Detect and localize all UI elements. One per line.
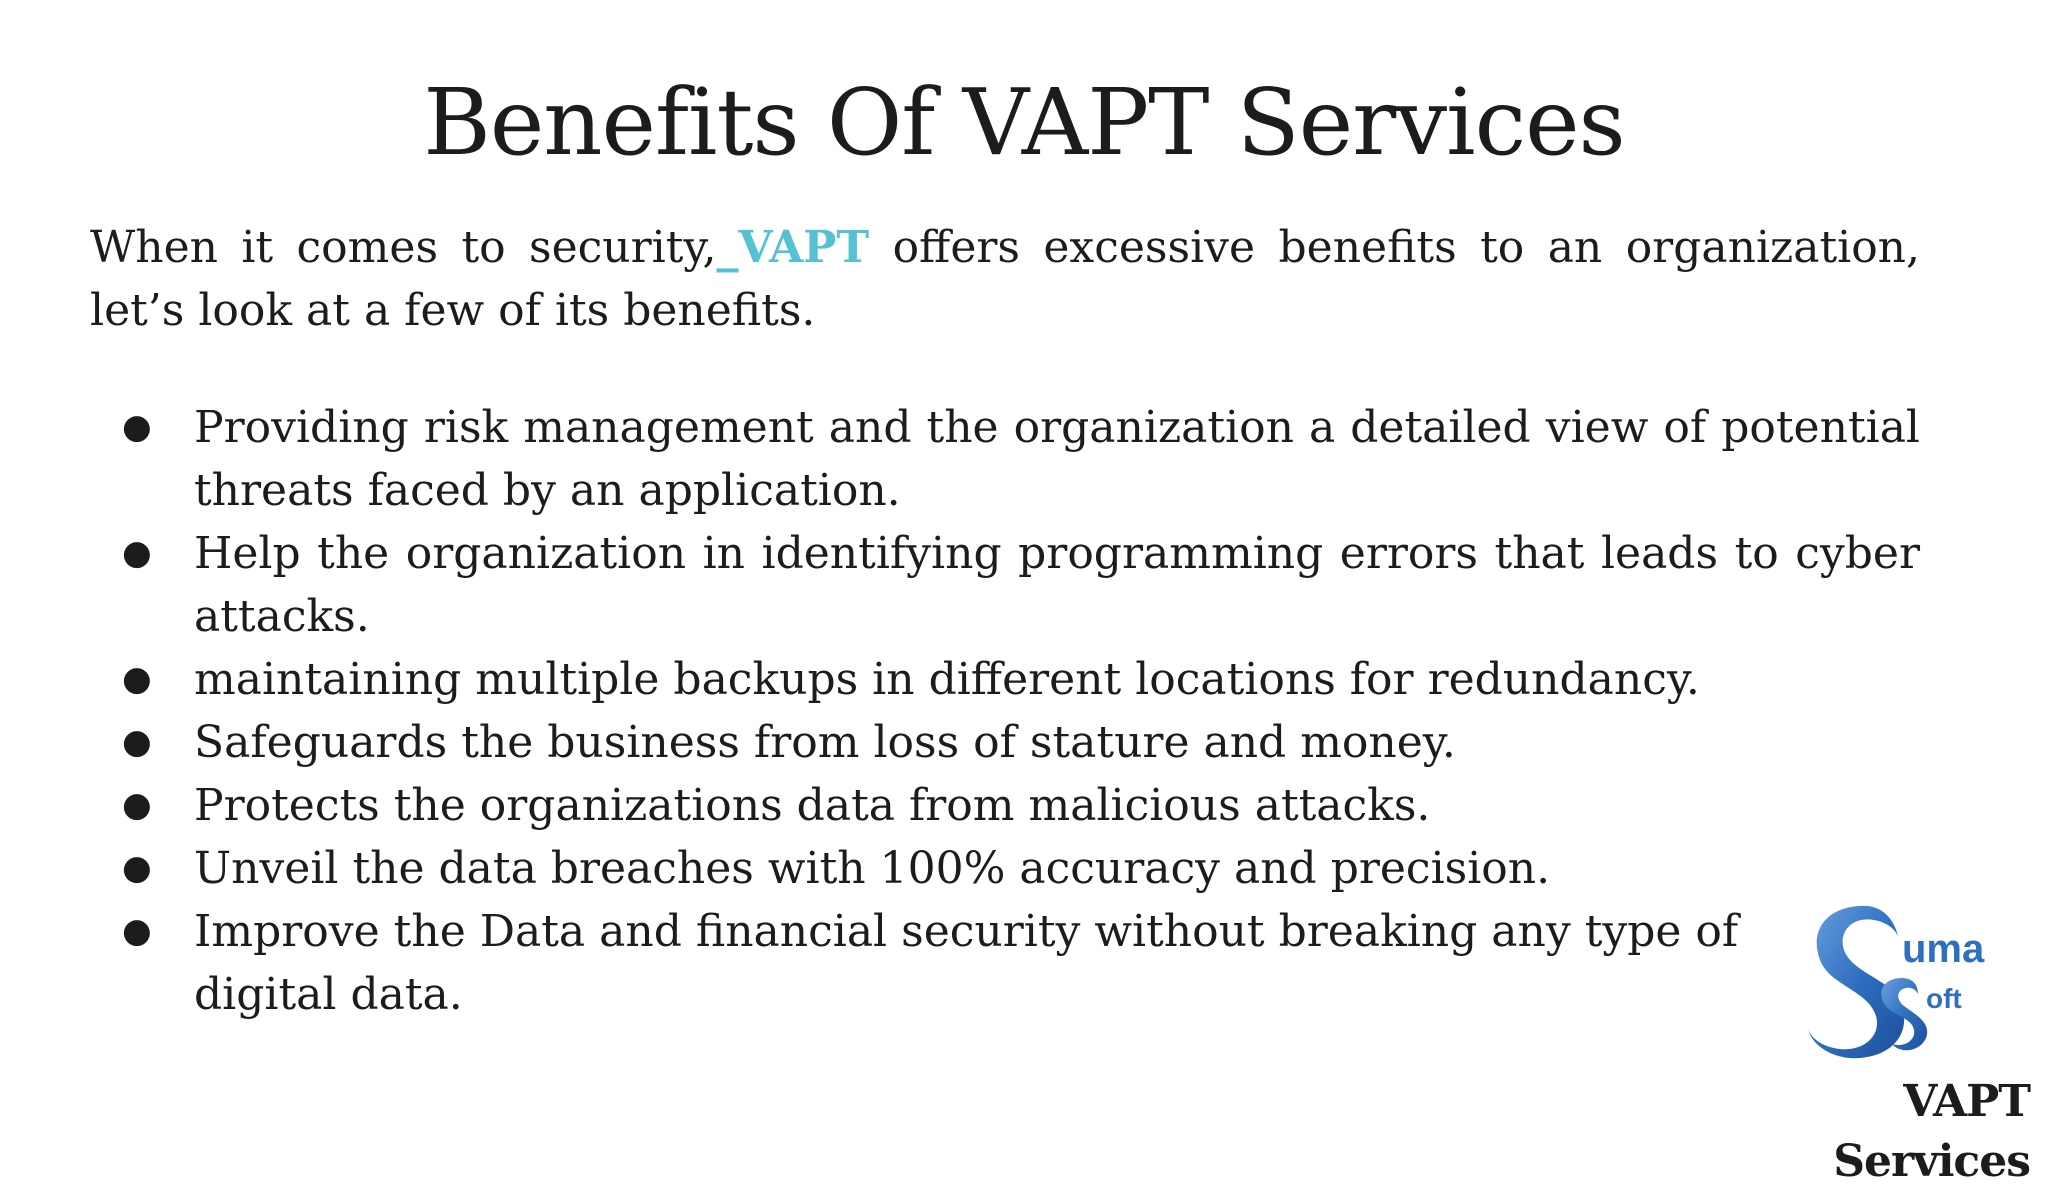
bullet-icon: ● (122, 659, 152, 699)
bullet-icon: ● (122, 407, 152, 447)
intro-paragraph (90, 216, 1920, 342)
logo-caption: VAPT Services (1833, 1076, 2030, 1187)
benefit-item (90, 648, 1920, 711)
bullet-icon: ● (122, 911, 152, 951)
logo-wordmark-top: uma (1902, 927, 1985, 971)
bullet-icon: ● (122, 533, 152, 573)
benefit-item (90, 900, 1754, 1026)
benefit-item (90, 774, 1920, 837)
bullet-icon: ● (122, 848, 152, 888)
slide-title: Benefits Of VAPT Services (423, 69, 1625, 176)
benefit-text: Improve the Data and financial security without breaking any type of digital data. (194, 906, 1739, 1020)
bullet-icon: ● (122, 722, 152, 762)
benefit-text: Unveil the data breaches with 100% accuracy and precision. (194, 843, 1551, 894)
benefit-item (90, 837, 1920, 900)
benefit-text: maintaining multiple backups in different locations for redundancy. (194, 654, 1700, 705)
benefit-item (90, 522, 1920, 648)
benefit-item (90, 396, 1920, 522)
bullet-icon: ● (122, 785, 152, 825)
intro-text-before: When it comes to security, (90, 222, 717, 273)
sumasoft-logo-icon (1790, 898, 2010, 1063)
benefit-text: Safeguards the business from loss of stature and money. (194, 717, 1456, 768)
benefit-item (90, 711, 1920, 774)
benefits-list (90, 396, 1920, 1026)
vapt-link[interactable]: _VAPT (716, 222, 870, 273)
benefit-text: Providing risk management and the organization a detailed view of potential threats faced by an application. (194, 402, 1920, 516)
benefit-text: Protects the organizations data from malicious attacks. (194, 780, 1431, 831)
intro-text-after: offers excessive benefits to an organization, let’s look at a few of its benefits. (90, 222, 1921, 336)
logo-wordmark-bottom: oft (1926, 983, 1962, 1014)
benefit-text: Help the organization in identifying programming errors that leads to cyber attacks. (194, 528, 1920, 642)
